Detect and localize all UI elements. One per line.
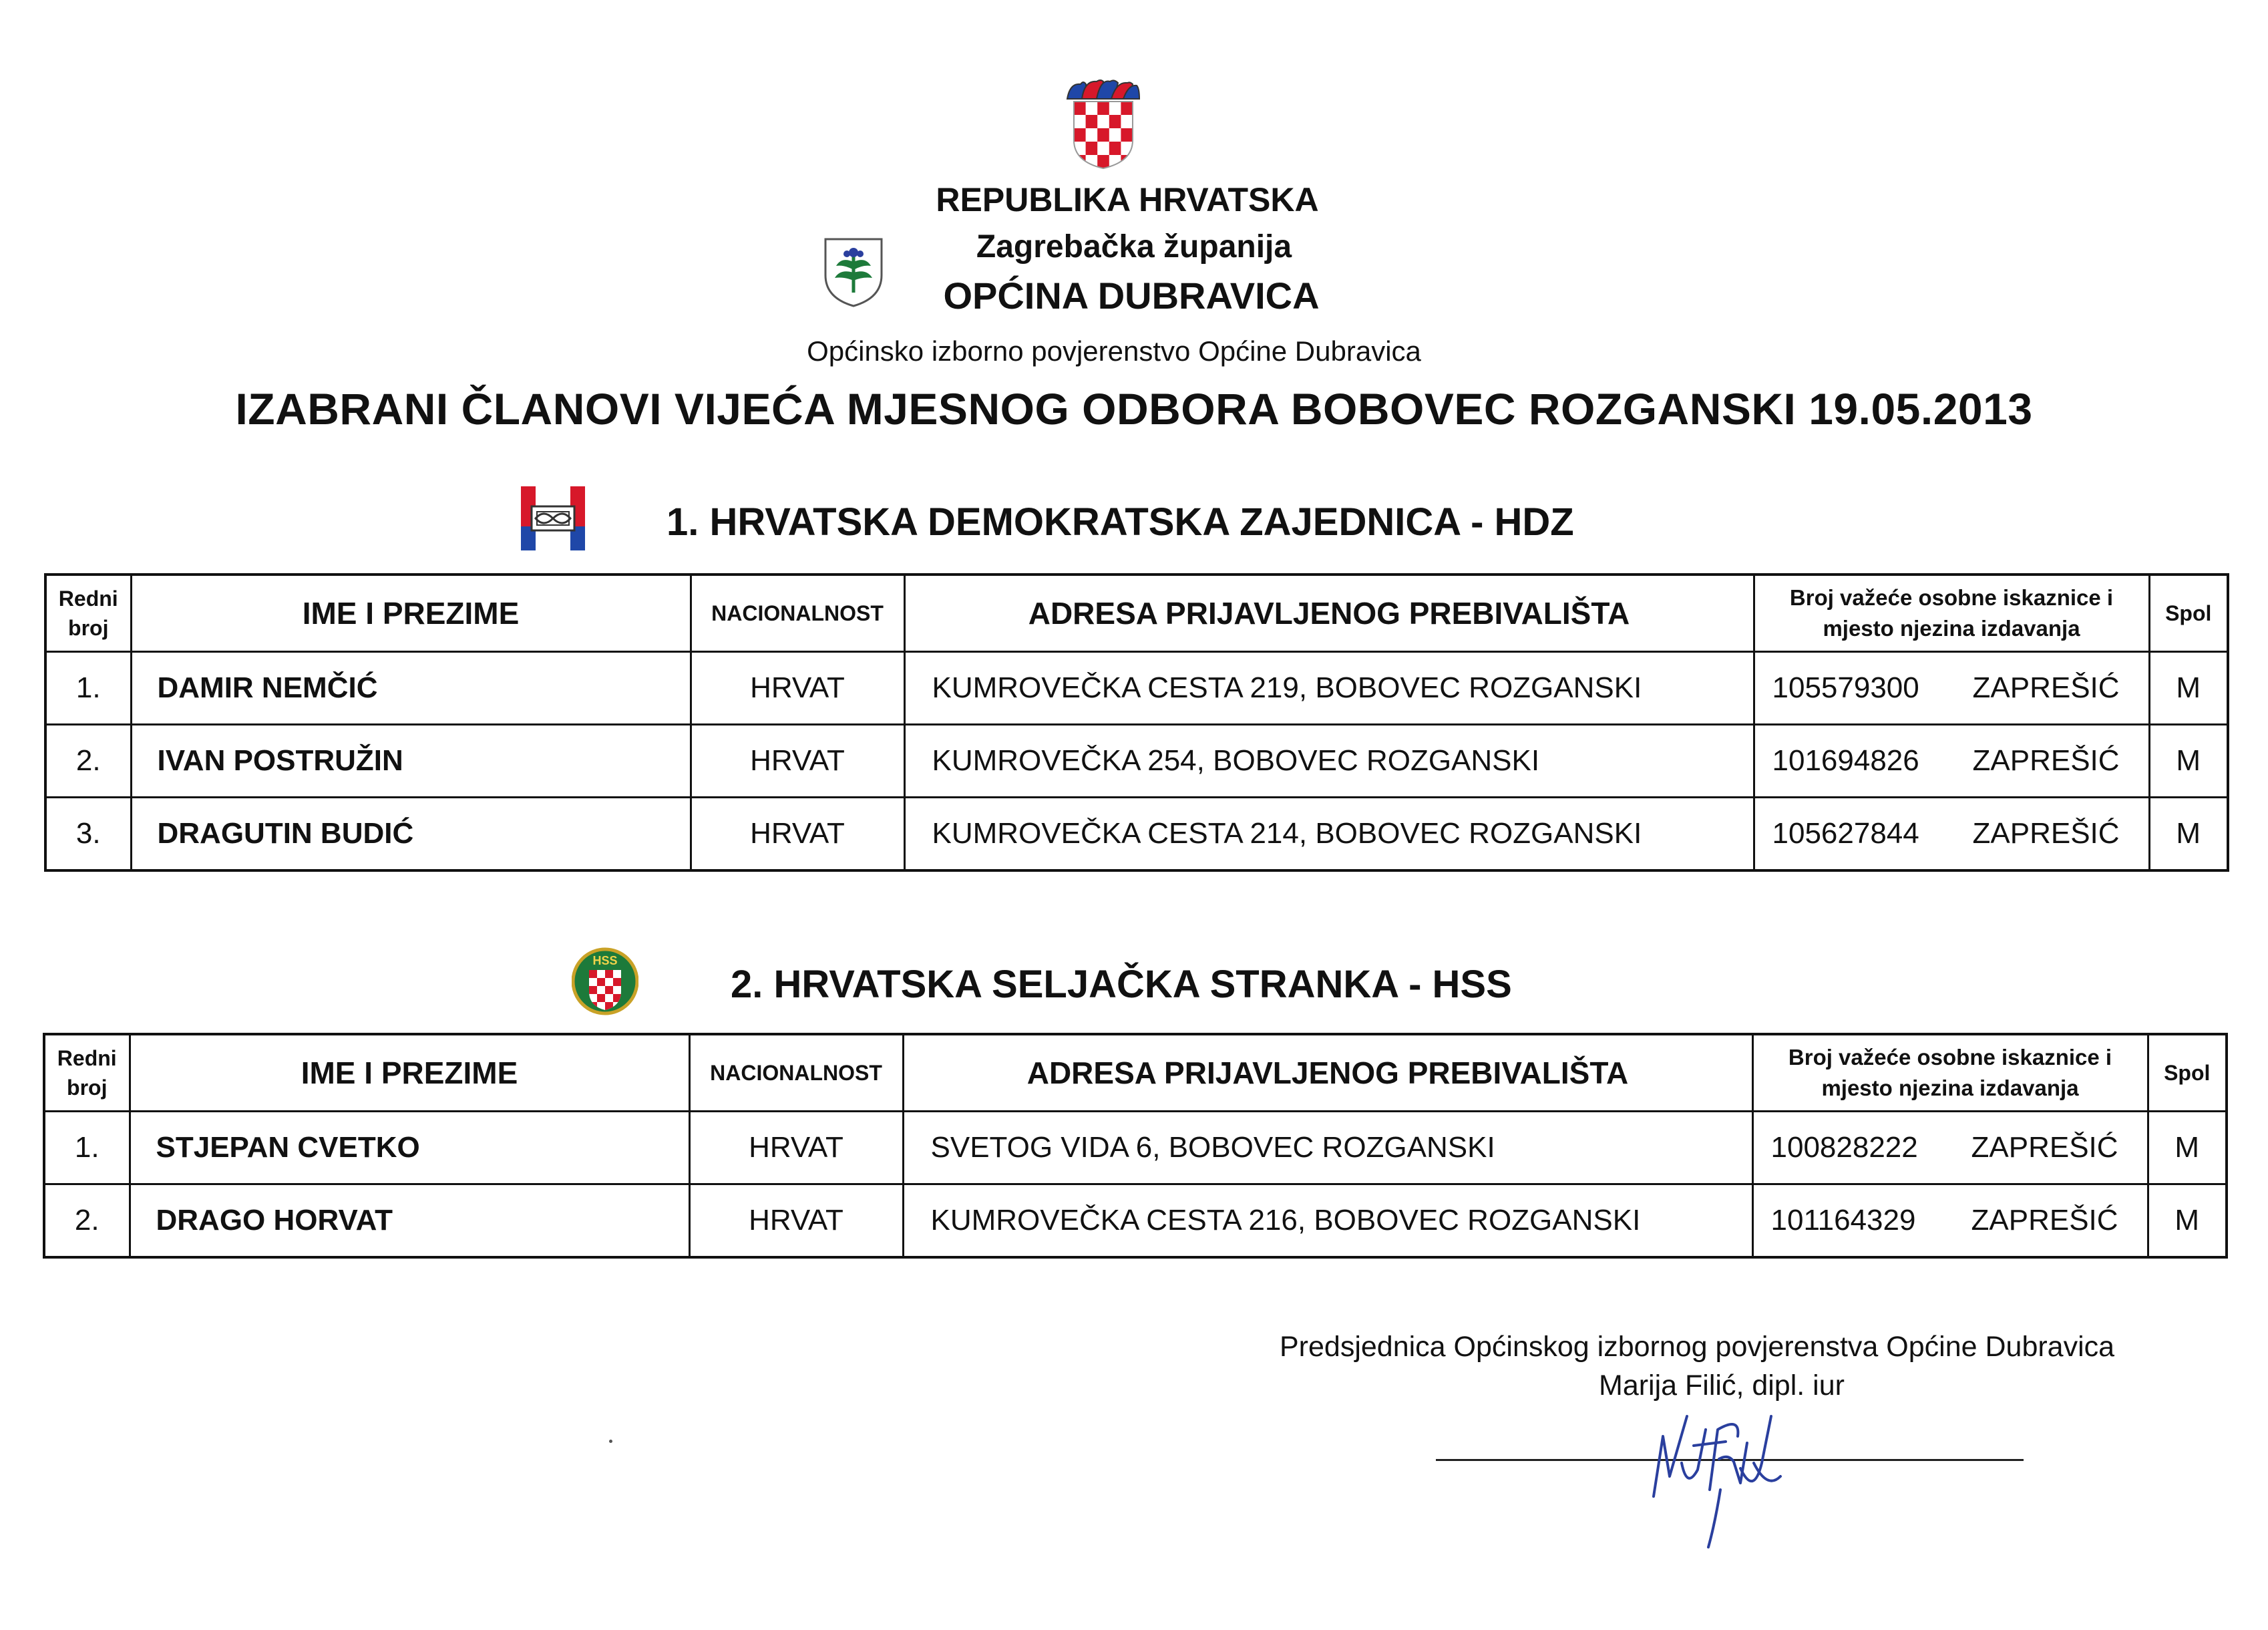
cell-no: 1. bbox=[44, 1112, 130, 1184]
signature-name: Marija Filić, dipl. iur bbox=[1599, 1369, 1845, 1402]
col-header-redni: Redni broj bbox=[45, 575, 131, 652]
id-place: ZAPREŠIĆ bbox=[1972, 671, 2120, 704]
cell-nationality: HRVAT bbox=[691, 725, 904, 798]
cell-nationality: HRVAT bbox=[691, 652, 904, 725]
cell-id bbox=[1752, 1112, 2148, 1184]
cell-address: KUMROVEČKA CESTA 216, BOBOVEC ROZGANSKI bbox=[903, 1184, 1752, 1258]
cell-nationality: HRVAT bbox=[689, 1112, 903, 1184]
col-header-adresa: ADRESA PRIJAVLJENOG PREBIVALIŠTA bbox=[903, 1034, 1752, 1112]
party-title-hdz: 1. HRVATSKA DEMOKRATSKA ZAJEDNICA - HDZ bbox=[667, 500, 1574, 544]
cell-id bbox=[1754, 798, 2149, 871]
table-header-row bbox=[45, 575, 2228, 652]
cell-nationality: HRVAT bbox=[691, 798, 904, 871]
cell-address: KUMROVEČKA 254, BOBOVEC ROZGANSKI bbox=[904, 725, 1754, 798]
cell-id bbox=[1754, 652, 2149, 725]
table-row bbox=[44, 1112, 2227, 1184]
col-header-spol: Spol bbox=[2149, 575, 2228, 652]
table-row bbox=[45, 725, 2228, 798]
cell-sex: M bbox=[2148, 1112, 2227, 1184]
signature-role: Predsjednica Općinskog izbornog povjerenstva Općine Dubravica bbox=[1280, 1331, 2115, 1363]
id-place: ZAPREŠIĆ bbox=[1972, 744, 2120, 777]
cell-no: 1. bbox=[45, 652, 131, 725]
id-number: 101694826 bbox=[1772, 744, 1919, 777]
id-number: 100828222 bbox=[1770, 1131, 1918, 1164]
table-header-row bbox=[44, 1034, 2227, 1112]
col-header-ime: IME I PREZIME bbox=[131, 575, 691, 652]
cell-name: DRAGUTIN BUDIĆ bbox=[131, 798, 691, 871]
cell-no: 3. bbox=[45, 798, 131, 871]
page-title: IZABRANI ČLANOVI VIJEĆA MJESNOG ODBORA BOBOVEC ROZGANSKI 19.05.2013 bbox=[235, 384, 2033, 434]
country-name: REPUBLIKA HRVATSKA bbox=[936, 181, 1319, 218]
municipality-name: OPĆINA DUBRAVICA bbox=[943, 275, 1320, 317]
id-number: 105627844 bbox=[1772, 817, 1919, 850]
results-table-hss bbox=[43, 1033, 2228, 1259]
results-table-hdz bbox=[44, 573, 2229, 872]
cell-nationality: HRVAT bbox=[689, 1184, 903, 1258]
cell-sex: M bbox=[2149, 798, 2228, 871]
id-place: ZAPREŠIĆ bbox=[1971, 1204, 2118, 1237]
col-header-iskaznica: Broj važeće osobne iskaznice i mjesto njezina izdavanja bbox=[1754, 575, 2149, 652]
croatian-coat-of-arms-icon bbox=[1063, 79, 1143, 170]
id-place: ZAPREŠIĆ bbox=[1972, 817, 2120, 850]
hss-logo-icon bbox=[572, 945, 638, 1018]
cell-id bbox=[1752, 1184, 2148, 1258]
col-header-nacionalnost: NACIONALNOST bbox=[691, 575, 904, 652]
col-header-adresa: ADRESA PRIJAVLJENOG PREBIVALIŠTA bbox=[904, 575, 1754, 652]
cell-address: SVETOG VIDA 6, BOBOVEC ROZGANSKI bbox=[903, 1112, 1752, 1184]
cell-name: DRAGO HORVAT bbox=[130, 1184, 689, 1258]
col-header-redni: Redni broj bbox=[44, 1034, 130, 1112]
scan-dot bbox=[609, 1440, 612, 1443]
table-row bbox=[44, 1184, 2227, 1258]
party-title-hss: 2. HRVATSKA SELJAČKA STRANKA - HSS bbox=[731, 963, 1512, 1006]
cell-no: 2. bbox=[45, 725, 131, 798]
col-header-iskaznica: Broj važeće osobne iskaznice i mjesto njezina izdavanja bbox=[1752, 1034, 2148, 1112]
id-number: 101164329 bbox=[1770, 1204, 1916, 1237]
cell-id bbox=[1754, 725, 2149, 798]
table-row bbox=[45, 652, 2228, 725]
hss-logo-text: HSS bbox=[592, 954, 618, 967]
handwritten-signature-icon bbox=[1640, 1390, 1801, 1550]
id-place: ZAPREŠIĆ bbox=[1971, 1131, 2118, 1164]
cell-sex: M bbox=[2149, 652, 2228, 725]
cell-no: 2. bbox=[44, 1184, 130, 1258]
commission-name: Općinsko izborno povjerenstvo Općine Dubravica bbox=[807, 335, 1421, 367]
cell-sex: M bbox=[2148, 1184, 2227, 1258]
col-header-spol: Spol bbox=[2148, 1034, 2227, 1112]
cell-address: KUMROVEČKA CESTA 214, BOBOVEC ROZGANSKI bbox=[904, 798, 1754, 871]
county-name: Zagrebačka županija bbox=[976, 229, 1292, 265]
cell-name: IVAN POSTRUŽIN bbox=[131, 725, 691, 798]
cell-address: KUMROVEČKA CESTA 219, BOBOVEC ROZGANSKI bbox=[904, 652, 1754, 725]
id-number: 105579300 bbox=[1772, 671, 1919, 704]
hdz-logo-icon bbox=[521, 486, 585, 550]
col-header-nacionalnost: NACIONALNOST bbox=[689, 1034, 903, 1112]
table-row bbox=[45, 798, 2228, 871]
cell-name: STJEPAN CVETKO bbox=[130, 1112, 689, 1184]
cell-name: DAMIR NEMČIĆ bbox=[131, 652, 691, 725]
cell-sex: M bbox=[2149, 725, 2228, 798]
col-header-ime: IME I PREZIME bbox=[130, 1034, 689, 1112]
